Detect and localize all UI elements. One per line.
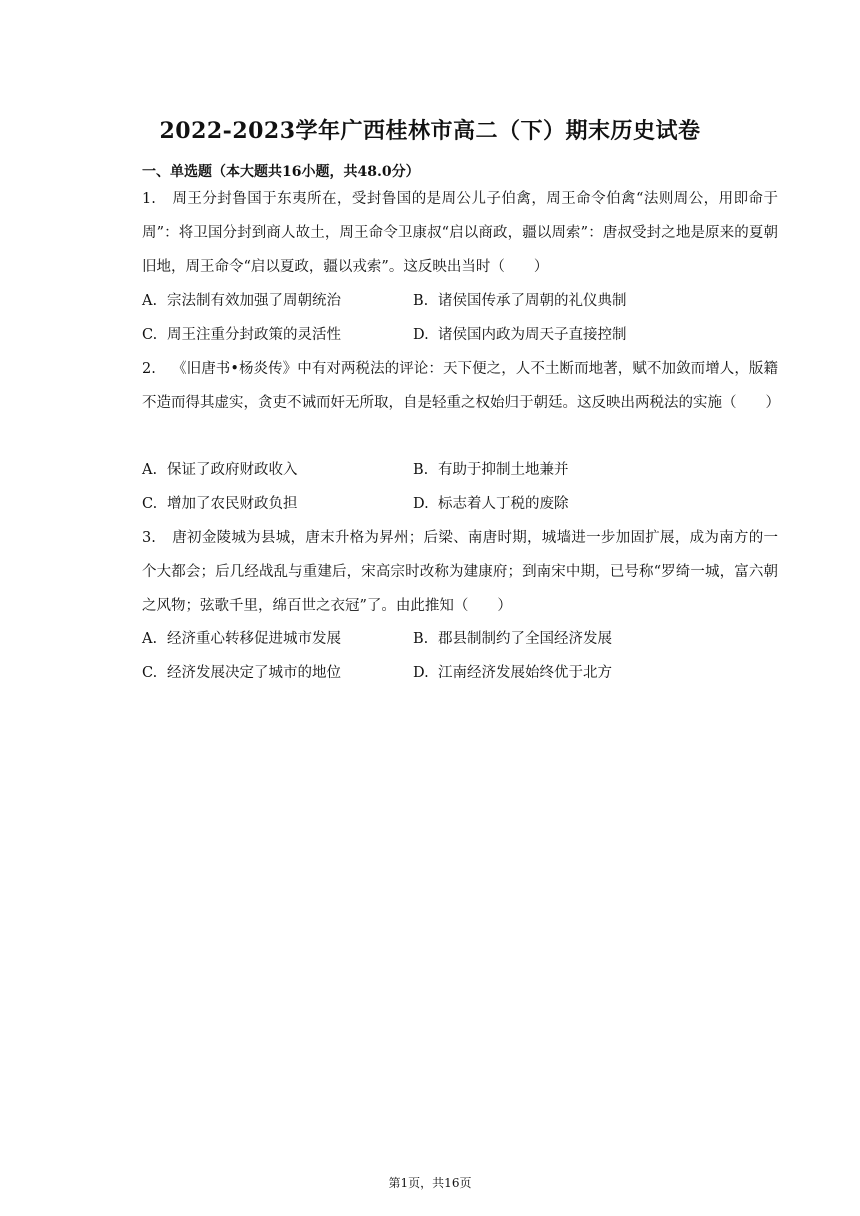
exam-title: 2022-2023学年广西桂林市高二（下）期末历史试卷 bbox=[159, 118, 701, 144]
option-row bbox=[142, 487, 778, 521]
question-1-options bbox=[142, 284, 778, 352]
option-b bbox=[413, 284, 627, 318]
option-letter: C. bbox=[142, 327, 158, 343]
option-letter: D. bbox=[413, 496, 429, 512]
option-letter: B. bbox=[413, 293, 429, 309]
option-letter: D. bbox=[413, 665, 429, 681]
option-row bbox=[142, 318, 778, 352]
option-d bbox=[413, 487, 569, 521]
option-text: 增加了农民财政负担 bbox=[167, 496, 298, 512]
question-1 bbox=[142, 182, 778, 284]
option-letter: B. bbox=[413, 462, 429, 478]
option-letter: B. bbox=[413, 631, 429, 647]
question-2 bbox=[142, 352, 778, 420]
option-text: 宗法制有效加强了周朝统治 bbox=[167, 293, 341, 309]
option-letter: A. bbox=[142, 631, 158, 647]
question-text: 唐初金陵城为县城，唐末升格为昇州；后梁、南唐时期，城墙进一步加固扩展，成为南方的一个大都会；后几经战乱与重建后，宋高宗时改称为建康府；到南宋中期，已号称“罗绮一城，富六朝之风物；弦歌千里，绵百世之衣冠”了。由此推知（ ） bbox=[142, 530, 778, 614]
option-letter: D. bbox=[413, 327, 429, 343]
option-letter: A. bbox=[142, 293, 158, 309]
option-text: 标志着人丁税的废除 bbox=[438, 496, 569, 512]
option-c bbox=[142, 487, 298, 521]
section-header: 一、单选题（本大题共16小题，共48.0分） bbox=[142, 164, 420, 180]
option-row bbox=[142, 622, 778, 656]
option-d bbox=[413, 318, 627, 352]
option-letter: A. bbox=[142, 462, 158, 478]
option-text: 郡县制制约了全国经济发展 bbox=[438, 631, 612, 647]
option-a bbox=[142, 453, 298, 487]
option-row bbox=[142, 284, 778, 318]
option-letter: C. bbox=[142, 665, 158, 681]
option-a bbox=[142, 284, 341, 318]
option-letter: C. bbox=[142, 496, 158, 512]
question-text: 周王分封鲁国于东夷所在，受封鲁国的是周公儿子伯禽，周王命令伯禽“法则周公，用即命于周”：将卫国分封到商人故土，周王命令卫康叔“启以商政，疆以周索”：唐叔受封之地是原来的夏朝旧地，周王命令“启以夏政，疆以戎索”。这反映出当时（ ） bbox=[142, 191, 778, 275]
option-text: 有助于抑制土地兼并 bbox=[438, 462, 569, 478]
question-number: 3. bbox=[142, 530, 156, 546]
question-2-options bbox=[142, 453, 778, 521]
option-text: 经济重心转移促进城市发展 bbox=[167, 631, 341, 647]
question-3-options bbox=[142, 622, 778, 690]
option-d bbox=[413, 656, 612, 690]
option-b bbox=[413, 622, 612, 656]
option-c bbox=[142, 318, 341, 352]
option-text: 诸侯国传承了周朝的礼仪典制 bbox=[438, 293, 627, 309]
option-b bbox=[413, 453, 569, 487]
option-a bbox=[142, 622, 341, 656]
option-text: 经济发展决定了城市的地位 bbox=[167, 665, 341, 681]
option-text: 保证了政府财政收入 bbox=[167, 462, 298, 478]
option-row bbox=[142, 656, 778, 690]
question-3 bbox=[142, 521, 778, 623]
option-text: 诸侯国内政为周天子直接控制 bbox=[438, 327, 627, 343]
option-row bbox=[142, 453, 778, 487]
option-c bbox=[142, 656, 341, 690]
question-text: 《旧唐书•杨炎传》中有对两税法的评论：天下便之，人不土断而地著，赋不加敛而增人，版籍不造而得其虚实，贪吏不诫而奸无所取，自是轻重之权始归于朝廷。这反映出两税法的实施（ ） bbox=[142, 361, 780, 411]
question-number: 1. bbox=[142, 191, 156, 207]
page-footer: 第1页，共16页 bbox=[388, 1176, 472, 1190]
question-number: 2. bbox=[142, 361, 156, 377]
option-text: 江南经济发展始终优于北方 bbox=[438, 665, 612, 681]
option-text: 周王注重分封政策的灵活性 bbox=[167, 327, 341, 343]
